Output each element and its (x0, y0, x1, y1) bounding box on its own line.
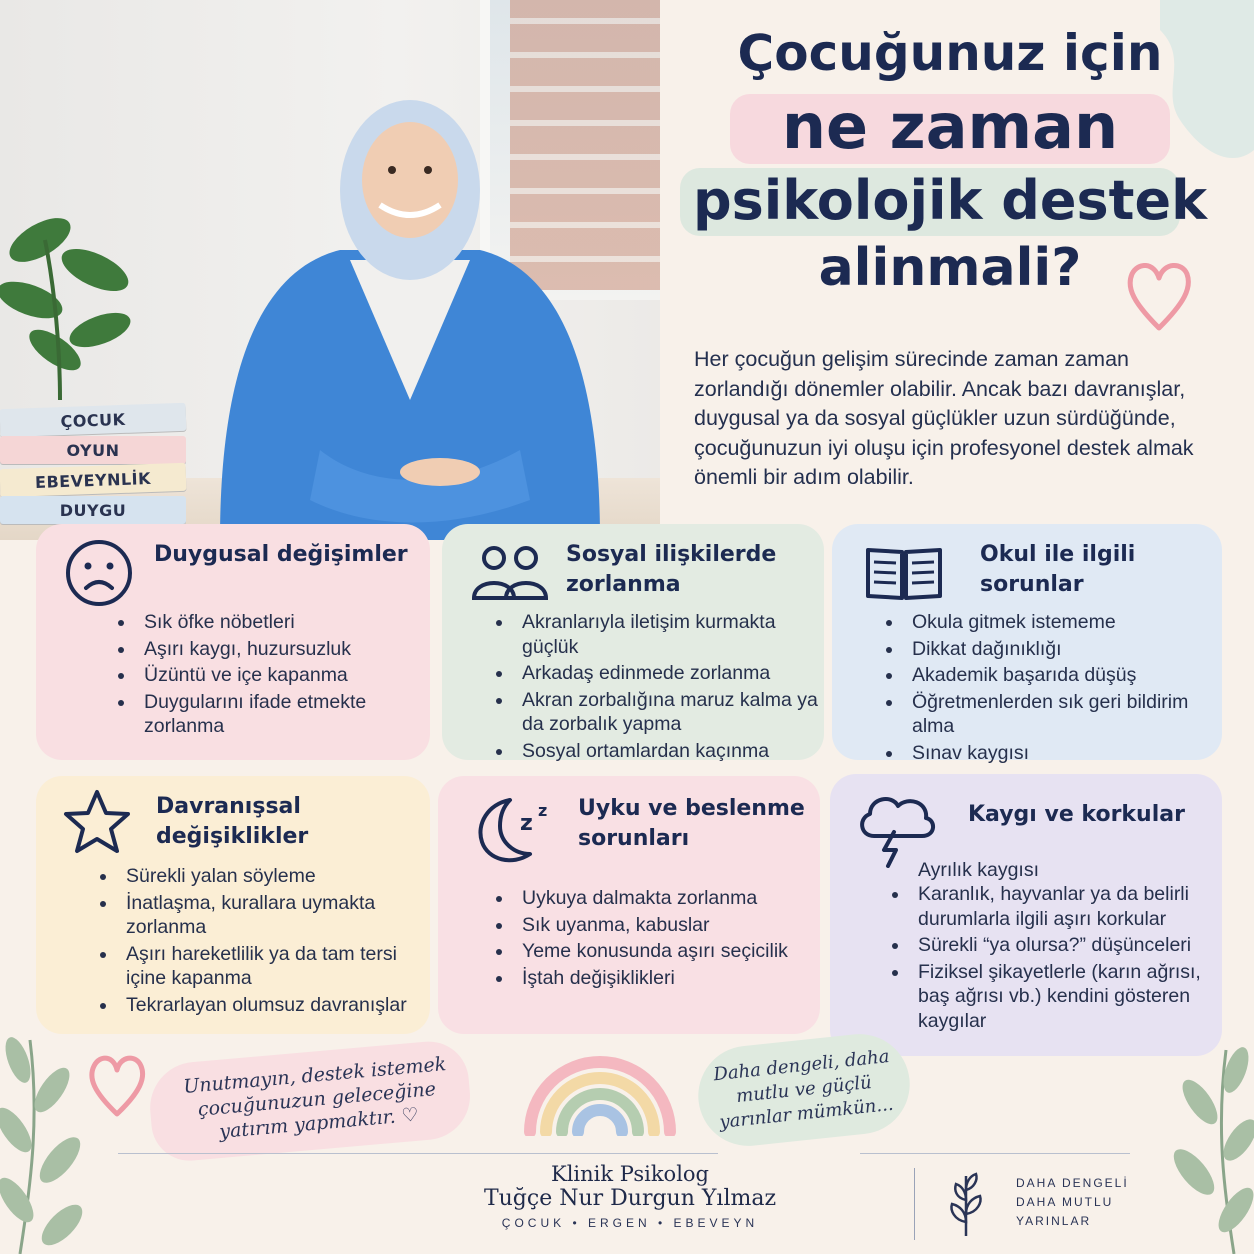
footer-vertical-divider (914, 1168, 915, 1240)
tagline-line: DAHA DENGELİ (1016, 1176, 1129, 1190)
book-spine: DUYGU (0, 496, 186, 524)
heart-icon (1124, 258, 1194, 332)
list-item: • Uykuya dalmakta zorlanma (514, 886, 834, 911)
list-item: Ayrılık kaygısı (918, 859, 1040, 881)
open-book-icon (864, 542, 944, 602)
svg-text:z: z (538, 801, 548, 820)
footer-divider (118, 1153, 718, 1154)
card-title: Davranışsal değişiklikler (156, 794, 309, 849)
star-icon (62, 788, 132, 856)
list-item: • Üzüntü ve içe kapanma (136, 663, 436, 688)
card-title: Uyku ve beslenme sorunları (578, 796, 805, 851)
card-school-problems (832, 524, 1222, 764)
psychologist-photo (0, 0, 660, 540)
list-item: • Sınav kaygısı (904, 741, 1224, 766)
list-item: • Akranlarıyla iletişim kurmakta güçlük (514, 610, 824, 659)
card-list (494, 610, 824, 765)
sad-face-icon (64, 538, 134, 608)
title-line: Çocuğunuz için (737, 24, 1163, 82)
title-line: ne zaman (781, 90, 1119, 163)
book-spine: OYUN (0, 436, 186, 464)
card-title: Okul ile ilgili sorunlar (980, 542, 1136, 597)
psychologist-title: Klinik Psikolog (551, 1162, 709, 1186)
card-anxiety-fears (830, 774, 1222, 1056)
title-line: psikolojik destek (693, 169, 1207, 232)
list-item: • Okula gitmek istememe (904, 610, 1224, 635)
book-spine: EBEVEYNLİK (0, 463, 186, 497)
list-item: • İnatlaşma, kurallara uymakta zorlanma (118, 891, 438, 940)
list-item: • Tekrarlayan olumsuz davranışlar (118, 993, 438, 1018)
heart-icon (86, 1050, 148, 1120)
storm-cloud-icon (854, 788, 938, 868)
list-item: • Sürekli yalan söyleme (118, 864, 438, 889)
card-title: Kaygı ve korkular (968, 802, 1185, 827)
list-item: • Sık öfke nöbetleri (136, 610, 436, 635)
list-item: • Sürekli “ya olursa?” düşünceleri (910, 933, 1230, 958)
card-list (98, 864, 438, 1019)
card-title: Sosyal ilişkilerde zorlanma (566, 542, 777, 597)
list-item: • Dikkat dağınıklığı (904, 637, 1224, 662)
list-item: • Akademik başarıda düşüş (904, 663, 1224, 688)
card-list (884, 610, 1224, 767)
card-list (116, 610, 436, 741)
card-list (890, 882, 1230, 1035)
psychologist-portrait (200, 70, 620, 540)
rainbow-illustration (520, 1036, 680, 1136)
list-item: • Öğretmenlerden sık geri bildirim alma (904, 690, 1224, 739)
sprout-logo-icon (944, 1166, 988, 1238)
list-item: • Sosyal ortamlardan kaçınma (514, 739, 824, 764)
card-emotional-changes (36, 524, 430, 760)
title-line: alinmali? (818, 238, 1082, 298)
hope-text: Daha dengeli, daha mutlu ve güçlü yarınlar mümkün... (712, 1045, 895, 1133)
book-spine: ÇOCUK (0, 403, 186, 437)
card-title: Duygusal değişimler (154, 542, 408, 567)
card-lead (890, 858, 1230, 885)
tagline-line: YARINLAR (1016, 1214, 1092, 1228)
list-item: • Arkadaş edinmede zorlanma (514, 661, 824, 686)
list-item: • Fiziksel şikayetlerle (karın ağrısı, baş ağrısı vb.) kendini gösteren kaygılar (910, 960, 1230, 1034)
plant-illustration (0, 200, 140, 410)
list-item: • İştah değişiklikleri (514, 966, 834, 991)
moon-sleep-icon (470, 794, 560, 866)
reminder-text: Unutmayın, destek istemek çocuğunuzun geleceğine yatırım yapmaktır. ♡ (182, 1053, 448, 1143)
list-item: • Duygularını ifade etmekte zorlanma (136, 690, 436, 739)
psychologist-name: Tuğçe Nur Durgun Yılmaz (483, 1186, 777, 1211)
list-item: • Karanlık, hayvanlar ya da belirli durumlarla ilgili aşırı korkular (910, 882, 1230, 931)
reminder-note (146, 1038, 473, 1164)
tagline-line: DAHA MUTLU (1016, 1195, 1114, 1209)
leaf-branch-right (1164, 1030, 1254, 1254)
page-title (690, 24, 1210, 298)
list-item: • Aşırı kaygı, huzursuzluk (136, 637, 436, 662)
intro-paragraph: Her çocuğun gelişim sürecinde zaman zaman zorlandığı dönemler olabilir. Ancak bazı davranışlar, duygusal ya da sosyal güçlükler uzun sürdüğünde, çocuğunuzun iyi oluşu için profesyonel destek almak önemli bir adım olabilir. (694, 347, 1194, 489)
people-icon (470, 542, 550, 602)
list-item: • Sık uyanma, kabuslar (514, 913, 834, 938)
footer-divider (860, 1153, 1130, 1154)
card-behavioral-changes (36, 776, 430, 1034)
card-sleep-eating (438, 776, 820, 1034)
book-stack (0, 400, 190, 530)
list-item: • Aşırı hareketlilik ya da tam tersi içine kapanma (118, 942, 438, 991)
specialties: ÇOCUK • ERGEN • EBEVEYN (501, 1216, 759, 1230)
list-item: • Akran zorbalığına maruz kalma ya da zorbalık yapma (514, 688, 824, 737)
hope-note (693, 1029, 914, 1151)
card-list (494, 886, 834, 992)
card-social-difficulties (442, 524, 824, 760)
list-item: • Yeme konusunda aşırı seçicilik (514, 939, 834, 964)
svg-text:z: z (520, 811, 533, 836)
